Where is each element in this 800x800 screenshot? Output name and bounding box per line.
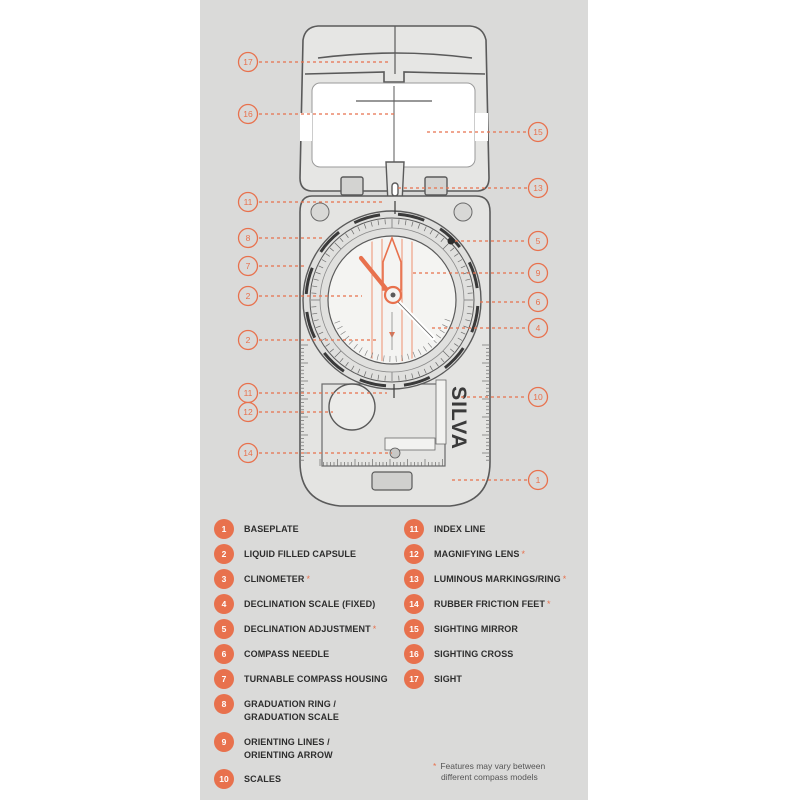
- legend-number-badge: 8: [214, 694, 234, 714]
- asterisk-marker: *: [372, 624, 377, 634]
- legend-item-10: [214, 773, 281, 789]
- legend-item-3: [214, 573, 310, 589]
- legend-label-line: SIGHTING MIRROR: [434, 624, 518, 634]
- legend-label-line: COMPASS NEEDLE: [244, 649, 330, 659]
- legend-number-badge: 17: [404, 669, 424, 689]
- legend-label-line: GRADUATION SCALE: [244, 711, 339, 722]
- legend-number-badge: 12: [404, 544, 424, 564]
- legend-label: [244, 623, 376, 636]
- callout-9: [529, 264, 548, 283]
- legend-label-line: SCALES: [244, 774, 282, 784]
- legend-label: [434, 598, 551, 611]
- legend-label: [434, 673, 462, 686]
- legend-label-line: BASEPLATE: [244, 524, 299, 534]
- footnote-asterisk: *: [433, 761, 437, 771]
- callout-number: 13: [533, 183, 543, 193]
- legend-number-badge: 2: [214, 544, 234, 564]
- legend-label: [244, 523, 299, 536]
- callout-5: [529, 232, 548, 251]
- legend-label-line: ORIENTING LINES /: [244, 737, 330, 747]
- legend-item-9: [214, 736, 333, 761]
- callout-number: 12: [243, 407, 253, 417]
- legend-number-badge: 10: [214, 769, 234, 789]
- legend-label-line: LUMINOUS MARKINGS/RING: [434, 574, 561, 584]
- legend-number-badge: 11: [404, 519, 424, 539]
- legend-label: [244, 648, 329, 661]
- legend-item-1: [214, 523, 299, 539]
- legend-number-badge: 5: [214, 619, 234, 639]
- legend-number-badge: 4: [214, 594, 234, 614]
- callout-number: 8: [245, 233, 251, 243]
- legend-item-8: [214, 698, 339, 723]
- callout-4: [529, 319, 548, 338]
- callout-number: 2: [245, 291, 251, 301]
- legend-label-line: SIGHT: [434, 674, 463, 684]
- legend-label: [244, 548, 356, 561]
- callout-number: 15: [533, 127, 543, 137]
- legend-number-badge: 13: [404, 569, 424, 589]
- callout-16: [239, 105, 258, 124]
- brand-logo: SILVA: [447, 386, 470, 450]
- legend-label: [434, 573, 566, 586]
- legend-number-badge: 7: [214, 669, 234, 689]
- legend-label: [434, 523, 486, 536]
- callout-number: 6: [535, 297, 541, 307]
- legend-item-5: [214, 623, 376, 639]
- callout-number: 16: [243, 109, 253, 119]
- callout-17: [239, 53, 258, 72]
- footnote-line-1: Features may vary between: [440, 761, 546, 771]
- legend-label-line: GRADUATION RING /: [244, 699, 337, 709]
- legend-label: [434, 648, 513, 661]
- asterisk-marker: *: [521, 549, 526, 559]
- callout-number: 5: [535, 236, 541, 246]
- legend-number-badge: 14: [404, 594, 424, 614]
- callout-1: [529, 471, 548, 490]
- legend-label-line: MAGNIFYING LENS: [434, 549, 520, 559]
- legend-label-line: CLINOMETER: [244, 574, 305, 584]
- legend-number-badge: 3: [214, 569, 234, 589]
- callout-2: [239, 331, 258, 350]
- callout-2: [239, 287, 258, 306]
- callout-number: 11: [243, 388, 253, 398]
- legend-item-11: [404, 523, 486, 539]
- asterisk-marker: *: [306, 574, 311, 584]
- legend-item-2: [214, 548, 356, 564]
- legend-label: [244, 598, 375, 611]
- callout-10: [529, 388, 548, 407]
- legend-label-line: LIQUID FILLED CAPSULE: [244, 549, 357, 559]
- legend-item-14: [404, 598, 551, 614]
- legend-label: [434, 548, 525, 561]
- asterisk-marker: *: [562, 574, 567, 584]
- legend-label: [244, 698, 339, 723]
- callout-11: [239, 384, 258, 403]
- callout-number: 9: [535, 268, 541, 278]
- legend-label-line: INDEX LINE: [434, 524, 486, 534]
- legend-label-line: TURNABLE COMPASS HOUSING: [244, 674, 388, 684]
- callout-7: [239, 257, 258, 276]
- magnifying-lens: [329, 384, 375, 430]
- callout-6: [529, 293, 548, 312]
- legend-item-15: [404, 623, 518, 639]
- legend-number-badge: 1: [214, 519, 234, 539]
- legend-item-13: [404, 573, 566, 589]
- legend-item-17: [404, 673, 462, 689]
- callout-8: [239, 229, 258, 248]
- callout-13: [529, 179, 548, 198]
- legend-number-badge: 6: [214, 644, 234, 664]
- legend-label: [244, 673, 388, 686]
- legend-item-12: [404, 548, 525, 564]
- footnote-line-2: different compass models: [441, 772, 538, 782]
- legend-item-4: [214, 598, 375, 614]
- callout-12: [239, 403, 258, 422]
- callout-number: 4: [535, 323, 541, 333]
- legend-label-line: ORIENTING ARROW: [244, 749, 333, 760]
- legend-label: [244, 736, 333, 761]
- legend-number-badge: 15: [404, 619, 424, 639]
- legend-label-line: SIGHTING CROSS: [434, 649, 514, 659]
- callout-number: 11: [243, 197, 253, 207]
- legend-label: [244, 773, 281, 786]
- declination-adjustment: [448, 238, 455, 245]
- callout-number: 2: [245, 335, 251, 345]
- legend-item-16: [404, 648, 513, 664]
- legend-label: [434, 623, 518, 636]
- legend-item-7: [214, 673, 388, 689]
- legend-number-badge: 16: [404, 644, 424, 664]
- legend-label-line: DECLINATION SCALE (FIXED): [244, 599, 376, 609]
- callout-11: [239, 193, 258, 212]
- callout-number: 7: [245, 261, 251, 271]
- callout-number: 17: [243, 57, 253, 67]
- legend-label-line: RUBBER FRICTION FEET: [434, 599, 545, 609]
- callout-15: [529, 123, 548, 142]
- legend-label: [244, 573, 310, 586]
- legend-item-6: [214, 648, 329, 664]
- callout-14: [239, 444, 258, 463]
- legend-number-badge: 9: [214, 732, 234, 752]
- callout-number: 1: [535, 475, 541, 485]
- legend-label-line: DECLINATION ADJUSTMENT: [244, 624, 371, 634]
- callout-number: 14: [243, 448, 253, 458]
- footnote: [433, 761, 545, 783]
- callout-number: 10: [533, 392, 543, 402]
- asterisk-marker: *: [547, 599, 551, 609]
